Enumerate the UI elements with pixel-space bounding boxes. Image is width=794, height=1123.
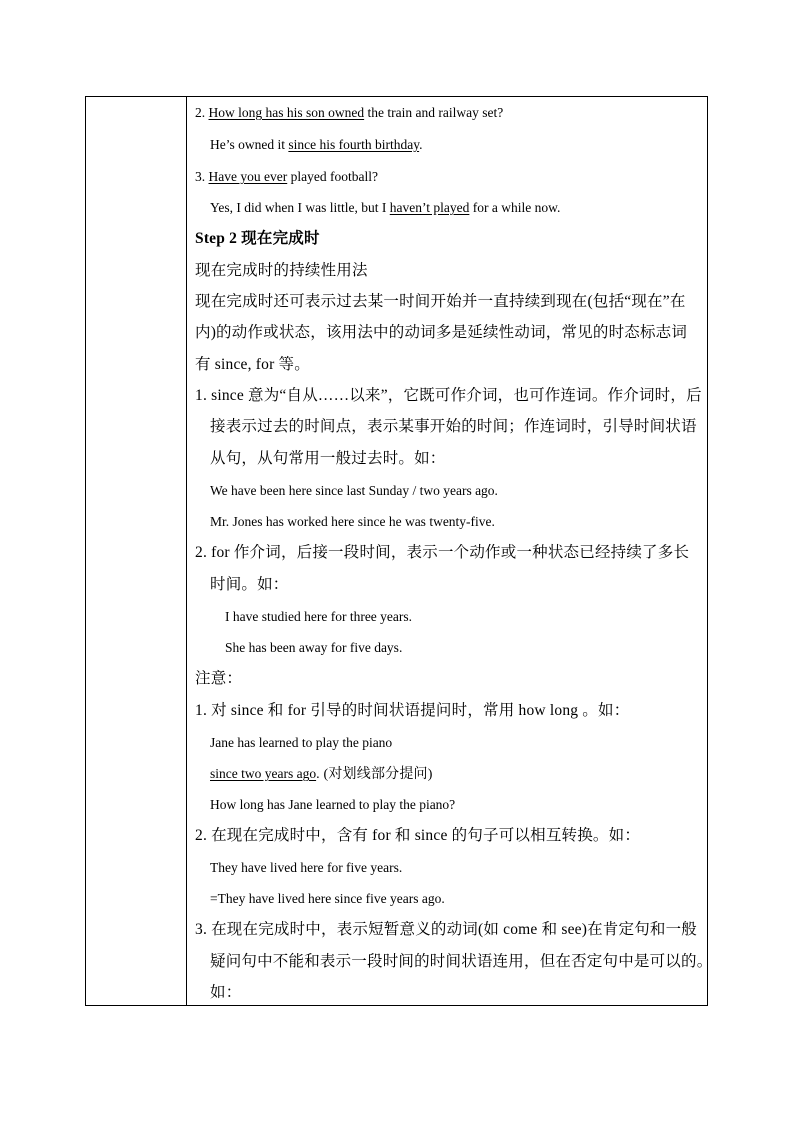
note-line: 疑问句中不能和表示一段时间的时间状语连用，但在否定句中是可以的。: [210, 953, 713, 970]
table-right-column: [187, 97, 713, 1005]
rule-line: 1. since 意为“自从……以来”，它既可作介词，也可作连词。作介词时，后: [195, 387, 702, 404]
underlined-text: haven’t played: [389, 200, 470, 215]
subheading: 现在完成时的持续性用法: [195, 262, 368, 279]
section-heading: [195, 229, 320, 249]
underlined-text: since two years ago: [210, 766, 317, 781]
text: for a while now.: [469, 200, 561, 215]
example-sentence: She has been away for five days.: [225, 640, 403, 655]
rule-line: 接表示过去的时间点，表示某事开始的时间；作连词时，引导时间状语: [210, 418, 697, 435]
text: played football?: [287, 169, 378, 184]
text: .: [419, 137, 423, 152]
text: He’s owned it: [210, 137, 289, 152]
underlined-text: Have you ever: [208, 169, 288, 184]
example-sentence: [210, 764, 433, 785]
table-left-column: [86, 97, 187, 1005]
example-sentence: They have lived here for five years.: [210, 860, 403, 875]
underlined-text: How long has his son owned: [208, 105, 365, 120]
text: 3.: [195, 169, 209, 184]
rule-line: 时间。如：: [210, 576, 289, 593]
note-line: 1. 对 since 和 for 引导的时间状语提问时，常用 how long 。如：: [195, 702, 630, 719]
note-line: 2. 在现在完成时中，含有 for 和 since 的句子可以相互转换。如：: [195, 827, 641, 844]
text: 2.: [195, 105, 209, 120]
example-line-1: [195, 103, 503, 123]
text: . (对划线部分提问): [316, 767, 433, 782]
example-sentence: How long has Jane learned to play the piano?: [210, 797, 456, 812]
paragraph-line: 现在完成时还可表示过去某一时间开始并一直持续到现在(包括“现在”在: [195, 293, 686, 310]
text: Yes, I did when I was little, but I: [210, 200, 390, 215]
example-sentence: Mr. Jones has worked here since he was twenty-five.: [210, 514, 495, 529]
text: the train and railway set?: [364, 105, 504, 120]
example-sentence: I have studied here for three years.: [225, 609, 413, 624]
example-sentence: We have been here since last Sunday / two years ago.: [210, 483, 498, 498]
example-line-2: [210, 135, 422, 155]
step-title: 现在完成时: [237, 230, 320, 247]
note-line: 3. 在现在完成时中，表示短暂意义的动词(如 come 和 see)在肯定句和一般: [195, 921, 698, 938]
rule-line: 2. for 作介词，后接一段时间，表示一个动作或一种状态已经持续了多长: [195, 544, 690, 561]
note-line: 如：: [210, 984, 242, 1001]
paragraph-line: 有 since, for 等。: [195, 356, 310, 373]
step-label: Step 2: [195, 230, 238, 247]
example-line-4: [210, 198, 560, 218]
underlined-text: since his fourth birthday: [288, 137, 420, 152]
rule-line: 从句，从句常用一般过去时。如：: [210, 450, 446, 467]
paragraph-line: 内)的动作或状态，该用法中的动词多是延续性动词，常见的时态标志词: [195, 324, 688, 341]
example-sentence: Jane has learned to play the piano: [210, 735, 393, 750]
example-sentence: =They have lived here since five years ago.: [210, 891, 445, 906]
document-table: [85, 96, 713, 1006]
example-line-3: [195, 167, 378, 187]
note-heading: 注意：: [195, 670, 243, 687]
